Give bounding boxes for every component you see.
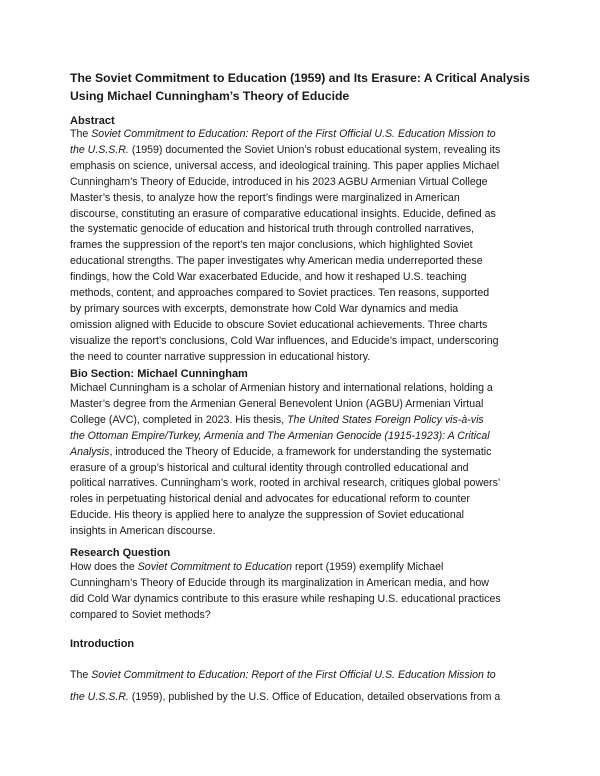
text-line: erasure of a group’s historical and cultural identity through controlled educational and xyxy=(70,461,469,474)
text-line: Master’s degree from the Armenian General Benevolent Union (AGBU) Armenian Virtual xyxy=(70,397,484,410)
abstract-heading: Abstract xyxy=(70,115,115,127)
bio-paragraph xyxy=(70,381,540,540)
text-line: findings, how the Cold War exacerbated Educide, and how it reshaped U.S. teaching xyxy=(70,271,467,284)
text-line: Analysis, introduced the Theory of Educide, a framework for understanding the systematic xyxy=(70,445,492,458)
text-line: How does the Soviet Commitment to Education report (1959) exemplify Michael xyxy=(70,561,444,573)
text-line: Master’s thesis, to analyze how the report’s findings were marginalized in American xyxy=(70,191,460,204)
text-line: by primary sources with excerpts, demonstrate how Cold War dynamics and media xyxy=(70,302,459,315)
research-question-heading: Research Question xyxy=(70,547,171,559)
text-line: Michael Cunningham is a scholar of Armenian history and international relations, holding a xyxy=(70,382,493,394)
text-line: visualize the report’s conclusions, Cold War influences, and Educide’s impact, underscoring xyxy=(70,334,499,347)
text-line: discourse, constituting an erasure of comparative educational insights. Educide, defined as xyxy=(70,207,496,220)
text-line: The Soviet Commitment to Education: Report of the First Official U.S. Education Mission to xyxy=(70,128,496,140)
title-line: The Soviet Commitment to Education (1959) and Its Erasure: A Critical Analysis xyxy=(70,71,530,85)
text-line: Cunningham’s Theory of Educide through its marginalization in American media, and how xyxy=(70,576,489,589)
text-line: did Cold War dynamics contribute to this erasure while reshaping U.S. educational practices xyxy=(70,592,501,605)
text-line: compared to Soviet methods? xyxy=(70,608,211,621)
text-line: roles in perpetuating historical denial and advocates for educational reform to counter xyxy=(70,493,470,506)
text-line: the Ottoman Empire/Turkey, Armenia and The Armenian Genocide (1915-1923): A Critical xyxy=(70,429,490,442)
text-line: the U.S.S.R. (1959), published by the U.S. Office of Education, detailed observations from a xyxy=(70,690,501,703)
introduction-heading: Introduction xyxy=(70,638,135,650)
text-line: Educide. His theory is applied here to analyze the suppression of Soviet educational xyxy=(70,509,464,522)
text-line: the U.S.S.R. (1959) documented the Soviet Union’s robust educational system, revealing its xyxy=(70,143,501,156)
text-line: The Soviet Commitment to Education: Report of the First Official U.S. Education Mission to xyxy=(70,669,496,681)
text-line: educational strengths. The paper investigates why American media underreported these xyxy=(70,255,483,268)
research-question-paragraph xyxy=(70,560,540,624)
introduction-paragraph xyxy=(70,665,540,708)
text-line: Cunningham’s Theory of Educide, introduced in his 2023 AGBU Armenian Virtual College xyxy=(70,175,488,188)
text-line: the need to counter narrative suppression in educational history. xyxy=(70,350,371,363)
bio-heading: Bio Section: Michael Cunningham xyxy=(70,368,248,380)
text-line: methods, content, and approaches compared to Soviet practices. Ten reasons, supported xyxy=(70,287,490,300)
text-line: frames the suppression of the report’s ten major conclusions, which highlighted Soviet xyxy=(70,239,473,252)
text-line: the systematic genocide of education and historical truth through controlled narratives, xyxy=(70,223,474,236)
text-line: College (AVC), completed in 2023. His thesis, The United States Foreign Policy vis-à-vis xyxy=(70,413,484,426)
text-line: political narratives. Cunningham’s work, rooted in archival research, critiques global powers’ xyxy=(70,477,501,490)
abstract-paragraph xyxy=(70,127,540,366)
document-title xyxy=(70,69,540,105)
text-line: emphasis on science, universal access, and ideological training. This paper applies Michael xyxy=(70,159,500,172)
text-line: omission aligned with Educide to obscure Soviet educational achievements. Three charts xyxy=(70,318,488,331)
title-line: Using Michael Cunningham’s Theory of Educide xyxy=(70,89,350,103)
text-line: insights in American discourse. xyxy=(70,525,216,538)
